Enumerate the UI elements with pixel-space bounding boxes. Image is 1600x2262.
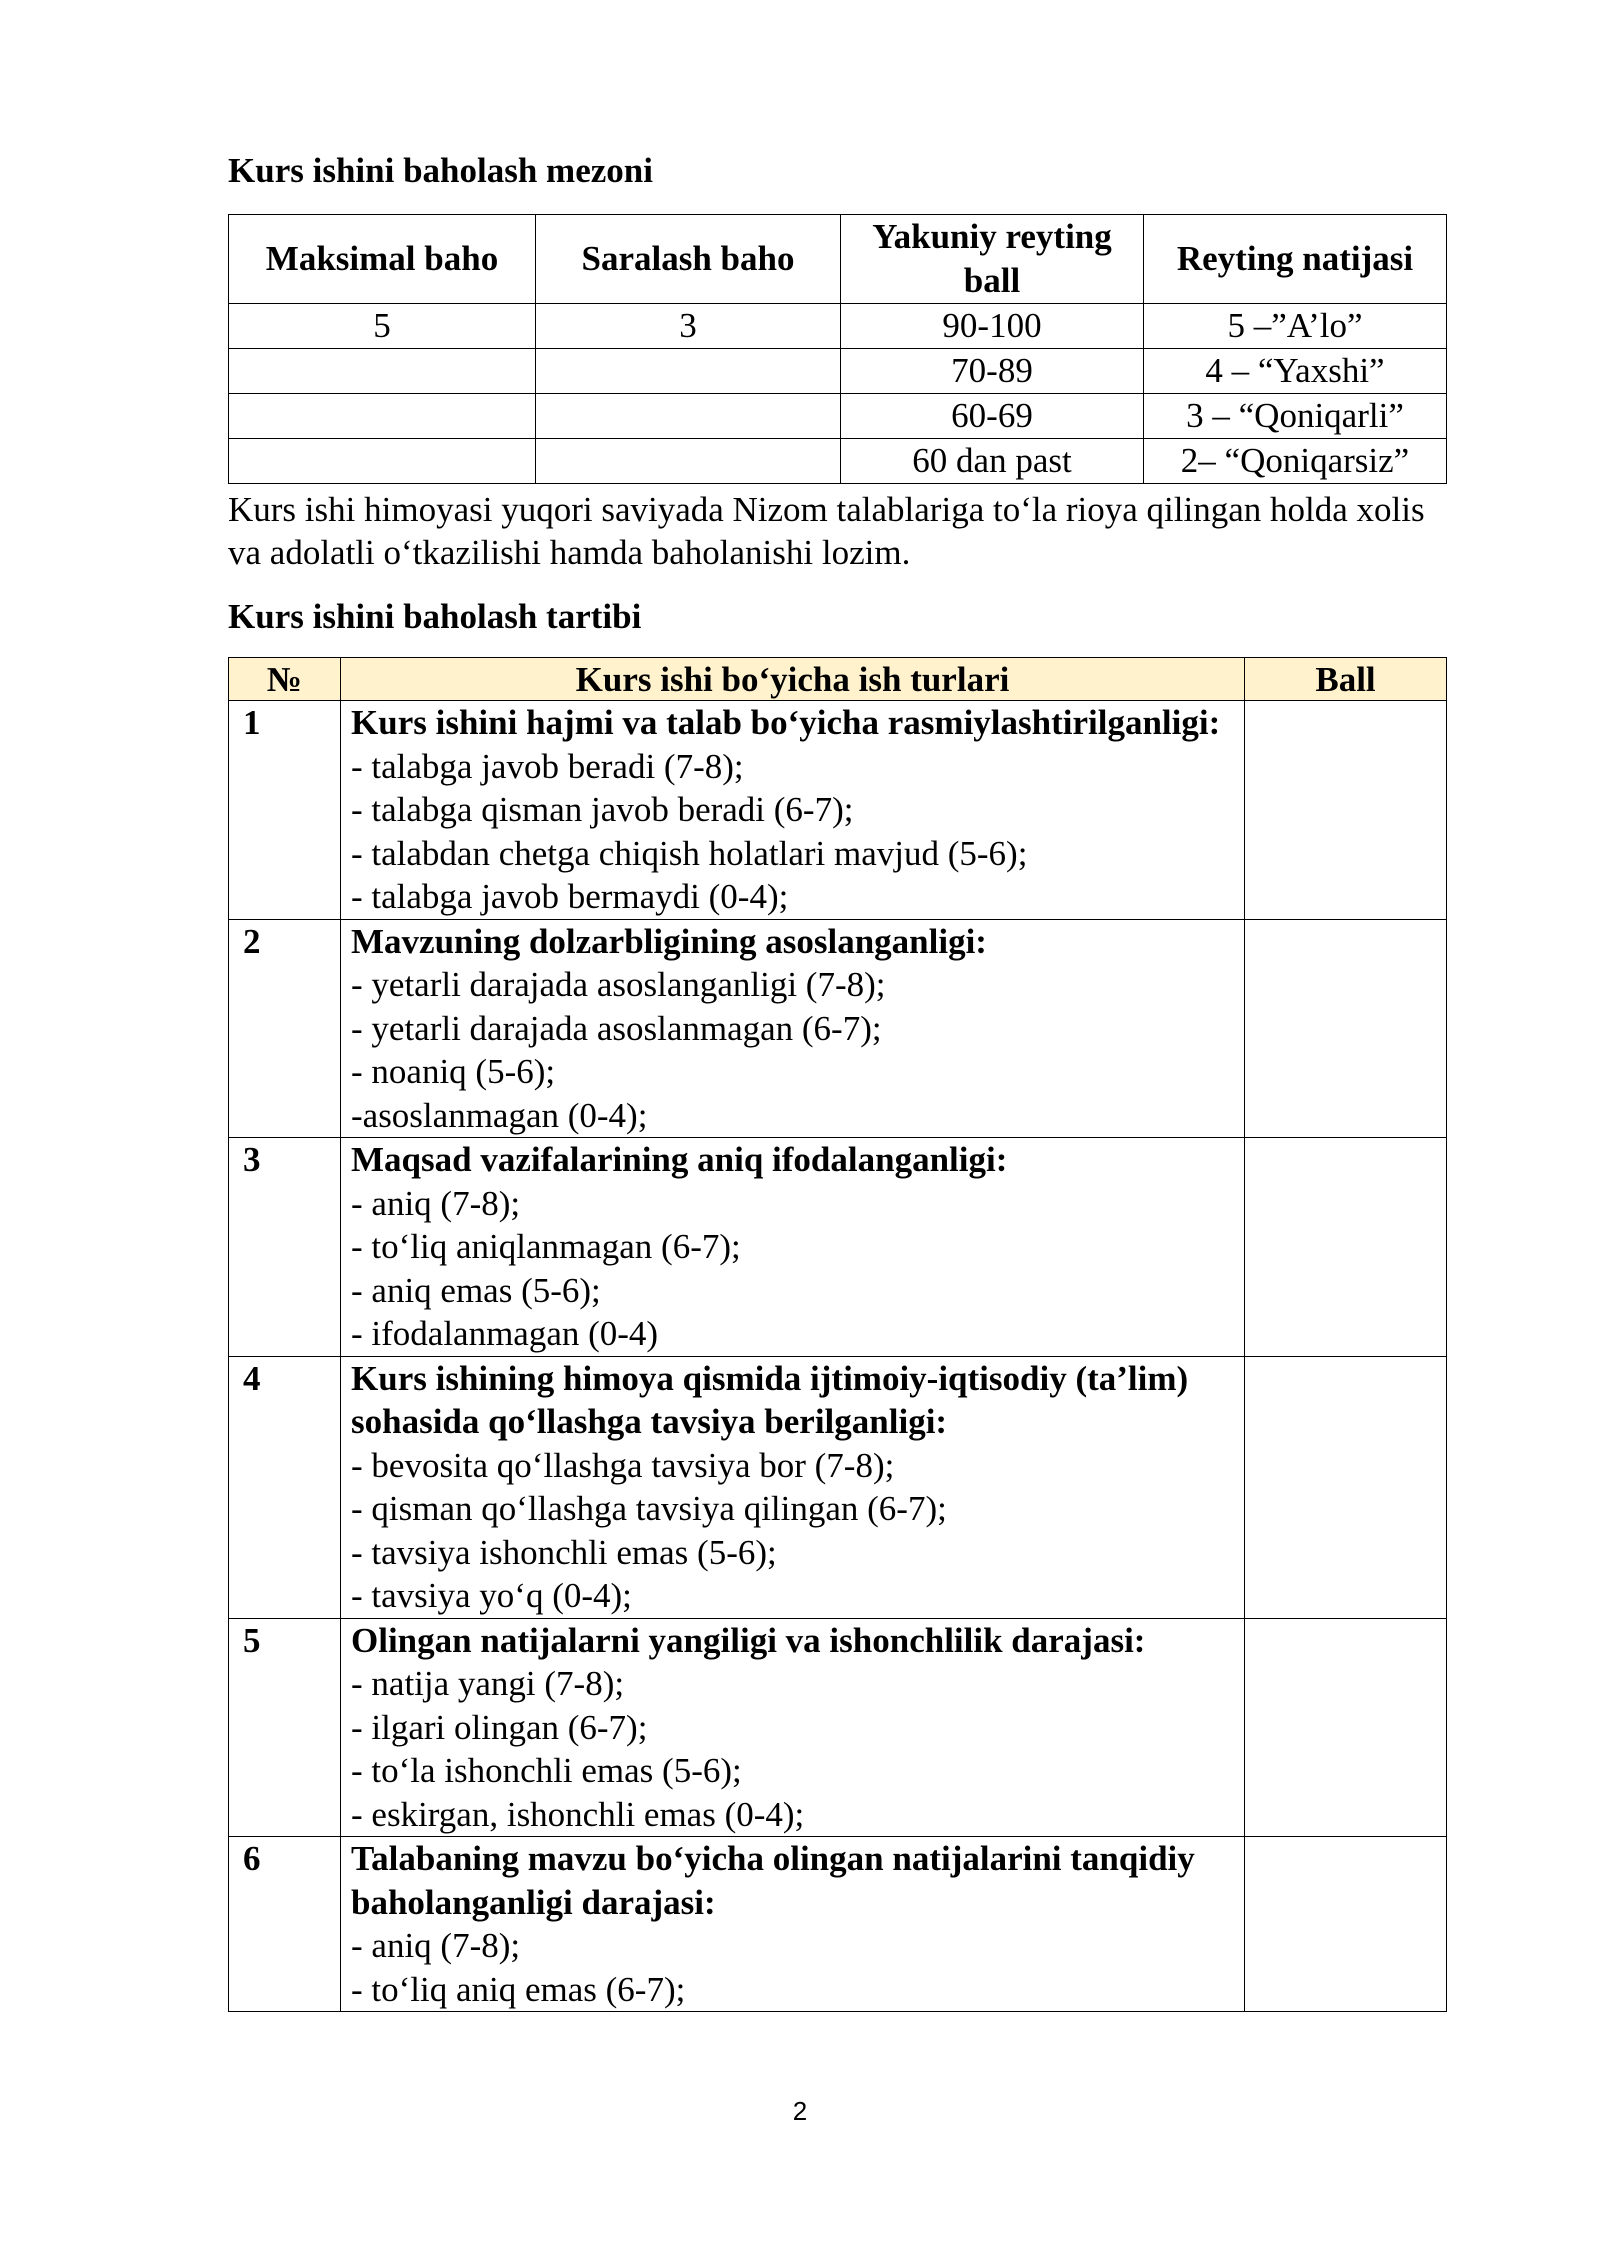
criterion-number: 4 [229,1356,341,1618]
table-cell: 3 – “Qoniqarli” [1144,394,1447,439]
criterion-number: 2 [229,919,341,1138]
criterion-option: - eskirgan, ishonchli emas (0-4); [351,1794,805,1834]
criterion-option: -asoslanmagan (0-4); [351,1095,648,1135]
criterion-description [341,1837,1245,2012]
table-cell: 3 [536,304,841,349]
table-cell: 5 –”A’lo” [1144,304,1447,349]
document-page [228,150,1446,2012]
table-cell [229,439,536,484]
criterion-option: - talabga javob bermaydi (0-4); [351,877,789,916]
table-row [229,919,1447,1138]
criterion-option: - ilgari olingan (6-7); [351,1707,648,1747]
table-cell [536,439,841,484]
criterion-number: 6 [229,1837,341,2012]
criterion-option: - talabga qisman javob beradi (6-7); [351,790,854,829]
criterion-number: 3 [229,1138,341,1357]
table-cell [536,394,841,439]
table-row [229,1837,1447,2012]
procedure-table-body [229,701,1447,2012]
grading-criteria-table [228,214,1447,484]
protection-paragraph: Kurs ishi himoyasi yuqori saviyada Nizom talablariga to‘la rioya qilingan holda xolis va adolatli o‘tkazilishi hamda baholanishi lozim. [228,490,1425,572]
page-number: 2 [792,2096,808,2126]
table-row [229,439,1447,484]
header-work-types: Kurs ishi bo‘yicha ish turlari [341,658,1245,701]
table-cell: 90-100 [841,304,1144,349]
criterion-option: - ifodalanmagan (0-4) [351,1314,659,1353]
criterion-option: - yetarli darajada asoslanganligi (7-8); [351,965,886,1004]
table-row [229,304,1447,349]
criterion-option: - bevosita qo‘llashga tavsiya bor (7-8); [351,1445,895,1485]
table-row [229,1138,1447,1357]
criterion-option: - to‘la ishonchli emas (5-6); [351,1751,742,1790]
criterion-option: - aniq emas (5-6); [351,1270,601,1310]
criterion-option: - tavsiya yo‘q (0-4); [351,1576,632,1615]
table-cell [229,349,536,394]
table-header-row [229,658,1447,701]
header-rating-result: Reyting natijasi [1144,215,1447,304]
table-cell [536,349,841,394]
criterion-option: - talabdan chetga chiqish holatlari mavjud (5-6); [351,833,1028,873]
criterion-ball-cell [1245,919,1447,1138]
section-heading-procedure: Kurs ishini baholash tartibi [228,597,642,636]
criterion-description [341,1618,1245,1837]
criterion-ball-cell [1245,1138,1447,1357]
criterion-option: - aniq (7-8); [351,1926,521,1965]
header-ball: Ball [1245,658,1447,701]
table-row [229,349,1447,394]
criterion-title: Talabaning mavzu bo‘yicha olingan natijalarini tanqidiy baholanganligi darajasi: [351,1839,1195,1922]
table-cell: 60 dan past [841,439,1144,484]
criterion-description [341,1356,1245,1618]
criterion-option: - talabga javob beradi (7-8); [351,746,744,786]
table-row [229,394,1447,439]
table-cell: 2– “Qoniqarsiz” [1144,439,1447,484]
table-cell: 70-89 [841,349,1144,394]
criterion-number: 1 [229,701,341,920]
header-max-grade: Maksimal baho [229,215,536,304]
criterion-title: Mavzuning dolzarbligining asoslanganligi: [351,921,987,961]
criterion-option: - to‘liq aniq emas (6-7); [351,1969,686,2009]
header-selection-grade: Saralash baho [536,215,841,304]
header-number: № [229,658,341,701]
criterion-option: - yetarli darajada asoslanmagan (6-7); [351,1008,882,1048]
criterion-option: - to‘liq aniqlanmagan (6-7); [351,1227,741,1266]
criterion-ball-cell [1245,1356,1447,1618]
criterion-ball-cell [1245,1618,1447,1837]
header-final-rating: Yakuniy reyting ball [841,215,1144,304]
criterion-ball-cell [1245,701,1447,920]
criterion-title: Maqsad vazifalarining aniq ifodalanganligi: [351,1140,1008,1179]
grading-procedure-table [228,657,1447,2012]
criterion-description [341,701,1245,920]
table-cell: 4 – “Yaxshi” [1144,349,1447,394]
table-header-row [229,215,1447,304]
criterion-title: Kurs ishining himoya qismida ijtimoiy-iqtisodiy (ta’lim) sohasida qo‘llashga tavsiya berilganligi: [351,1358,1189,1441]
criterion-option: - natija yangi (7-8); [351,1664,625,1703]
table-cell: 5 [229,304,536,349]
criterion-option: - tavsiya ishonchli emas (5-6); [351,1532,777,1572]
criterion-description [341,1138,1245,1357]
table-cell [229,394,536,439]
criterion-description [341,919,1245,1138]
criterion-title: Kurs ishini hajmi va talab bo‘yicha rasmiylashtirilganligi: [351,703,1221,742]
criterion-option: - qisman qo‘llashga tavsiya qilingan (6-7); [351,1489,947,1528]
criterion-number: 5 [229,1618,341,1837]
criterion-option: - noaniq (5-6); [351,1052,556,1091]
table-row [229,1618,1447,1837]
table-row [229,701,1447,920]
criterion-ball-cell [1245,1837,1447,2012]
table-cell: 60-69 [841,394,1144,439]
section-heading-criteria: Kurs ishini baholash mezoni [228,151,653,190]
criterion-title: Olingan natijalarni yangiligi va ishonchlilik darajasi: [351,1620,1146,1660]
criterion-option: - aniq (7-8); [351,1183,521,1223]
table-row [229,1356,1447,1618]
